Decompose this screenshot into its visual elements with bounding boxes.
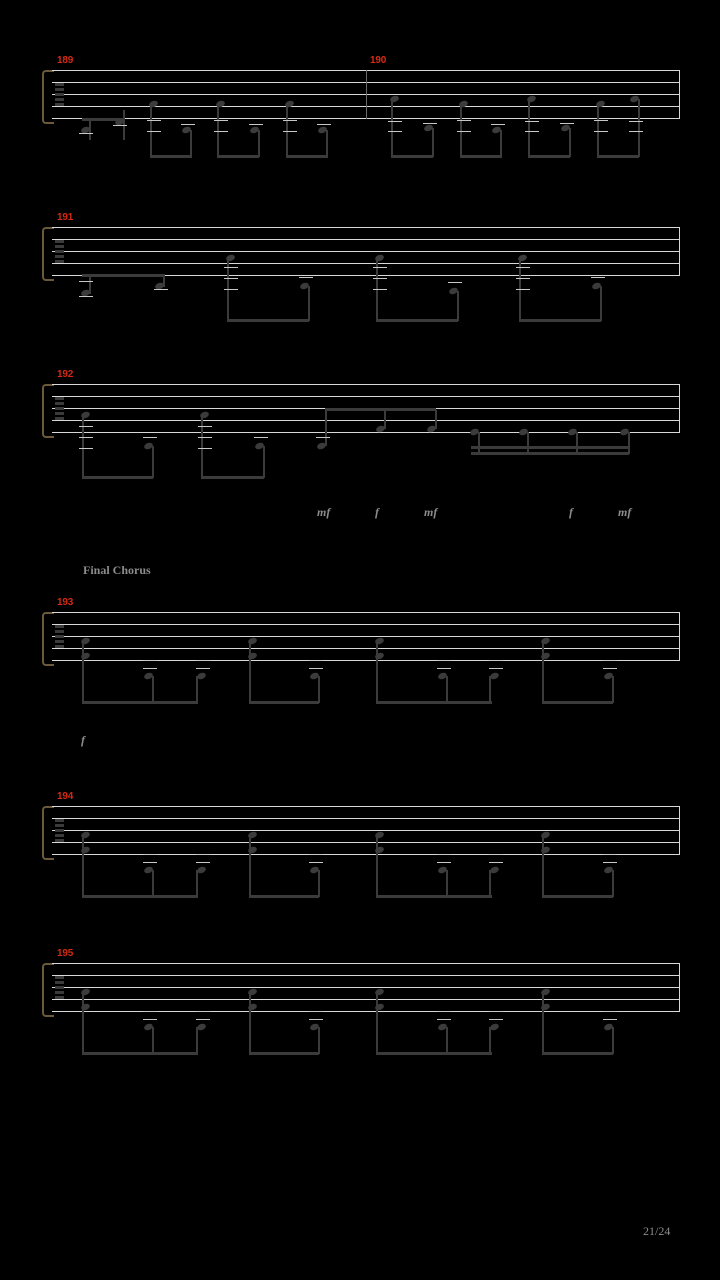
note-stem: [376, 992, 378, 1054]
measure-number: 189: [57, 55, 74, 66]
dynamic-marking: f: [569, 505, 573, 519]
dynamic-marking: f: [81, 733, 85, 747]
note-stem: [249, 992, 251, 1054]
measure-number: 190: [370, 55, 387, 66]
measure-number: 192: [57, 369, 74, 380]
dynamic-marking: mf: [317, 505, 331, 519]
note-stem: [446, 1027, 448, 1054]
note-stem: [152, 1027, 154, 1054]
notehead: [489, 1023, 500, 1032]
ledger-line: [437, 1019, 451, 1020]
section-label-final-chorus: Final Chorus: [83, 563, 151, 577]
ledger-line: [603, 1019, 617, 1020]
dynamic-marking: mf: [424, 505, 438, 519]
ledger-line: [309, 1011, 323, 1012]
tab-staff: [52, 963, 680, 1012]
note-stem: [612, 1027, 614, 1054]
ledger-line: [196, 1019, 210, 1020]
note-stem: [318, 1027, 320, 1054]
dynamic-marking: mf: [618, 505, 632, 519]
note-stem: [489, 1027, 491, 1054]
ledger-line: [489, 1011, 503, 1012]
beam: [376, 1052, 492, 1055]
measure-number: 195: [57, 948, 74, 959]
notehead: [196, 1023, 207, 1032]
beam: [542, 1052, 613, 1055]
ledger-line: [196, 1011, 210, 1012]
note-stem: [82, 992, 84, 1054]
measure-number: 194: [57, 791, 74, 802]
ledger-line: [603, 1011, 617, 1012]
note-stem: [196, 1027, 198, 1054]
beam: [82, 1052, 198, 1055]
tab-clef-icon: [55, 976, 64, 999]
page-number: 21/24: [643, 1224, 671, 1238]
ledger-line: [143, 1019, 157, 1020]
ledger-line: [489, 1019, 503, 1020]
ledger-line: [309, 1019, 323, 1020]
measure-number: 193: [57, 597, 74, 608]
barline-end: [679, 963, 680, 1012]
ledger-line: [437, 1011, 451, 1012]
note-stem: [542, 992, 544, 1054]
measure-number: 191: [57, 212, 74, 223]
dynamic-marking: f: [375, 505, 379, 519]
ledger-line: [143, 1011, 157, 1012]
beam: [249, 1052, 319, 1055]
